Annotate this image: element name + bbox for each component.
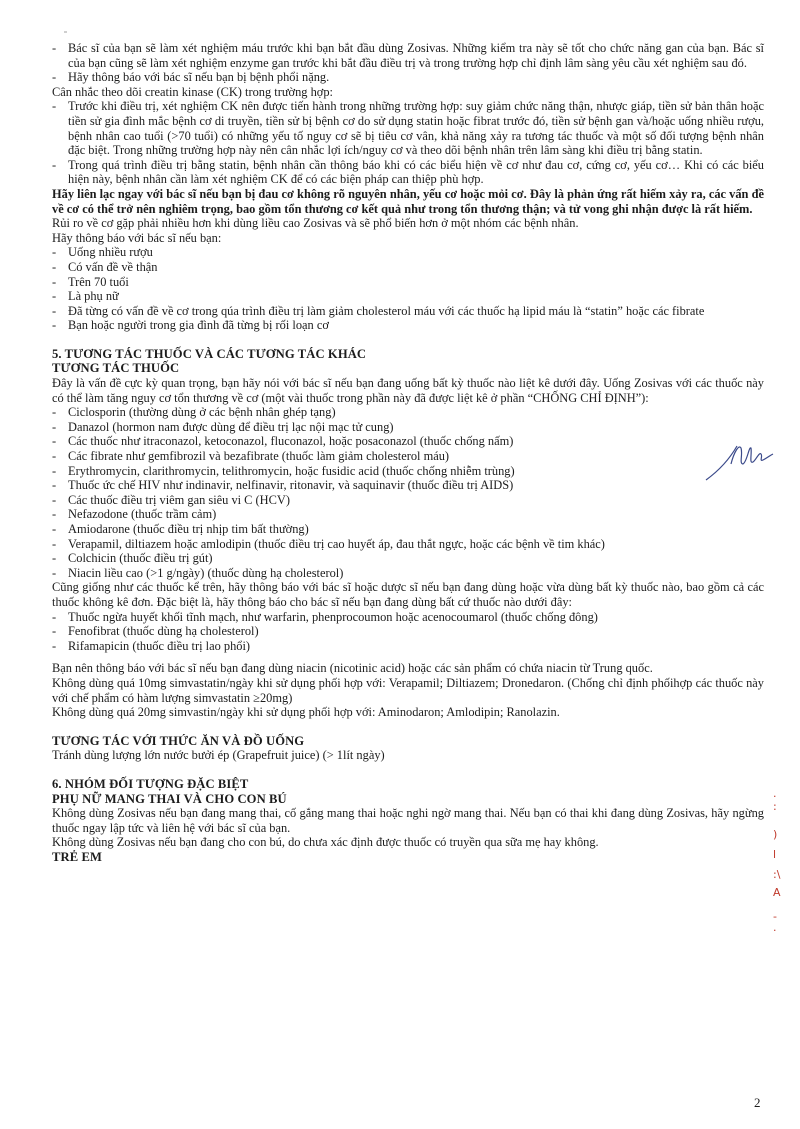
scan-speck — [64, 31, 67, 33]
paragraph: Không dùng quá 20mg simvastin/ngày khi sử dụng phối hợp với: Aminodaron; Amlodipin; Ranolazin. — [52, 705, 560, 720]
paragraph: Không dùng Zosivas nếu bạn đang cho con bú, do chưa xác định được thuốc có truyền qua sữa mẹ hay không. — [52, 835, 599, 850]
list-item: - Amiodarone (thuốc điều trị nhịp tim bất thường) — [52, 522, 764, 537]
spacer — [52, 653, 764, 661]
document-body — [52, 41, 764, 864]
paragraph: Cân nhắc theo dõi creatin kinase (CK) trong trường hợp: — [52, 84, 333, 99]
list-item: - Colchicin (thuốc điều trị gút) — [52, 551, 764, 566]
spacer — [52, 333, 764, 347]
section-heading: TƯƠNG TÁC THUỐC — [52, 361, 180, 376]
list-item: - Các thuốc như itraconazol, ketoconazol, fluconazol, hoặc posaconazol (thuốc chống nấm) — [52, 434, 764, 449]
list-item: - Nefazodone (thuốc trầm cảm) — [52, 507, 764, 522]
paragraph: Hãy thông báo với bác sĩ nếu bạn: — [52, 230, 222, 245]
list-item: - Trên 70 tuổi — [52, 275, 764, 290]
list-item: - Các fibrate như gemfibrozil và bezafibrate (thuốc làm giảm cholesterol máu) — [52, 449, 764, 464]
list-item: - Verapamil, diltiazem hoặc amlodipin (thuốc điều trị cao huyết áp, đau thắt ngực, hoặc các bệnh về tim khác) — [52, 537, 764, 552]
list-item: - Danazol (hormon nam được dùng để điều trị lạc nội mạc tử cung) — [52, 420, 764, 435]
paragraph: Cũng giống như các thuốc kể trên, hãy thông báo với bác sĩ hoặc dược sĩ nếu bạn đang dùng hoặc vừa dùng bất kỳ thuốc nào, bao gồm cả các thuốc không kê đơn. Đặc biệt là, hãy thông báo cho bác sĩ nếu bạn đang dùng bất cứ thuốc nào dưới đây: — [52, 580, 764, 609]
list-item: - Thuốc ngừa huyết khối tĩnh mạch, như warfarin, phenprocoumon hoặc acenocoumarol (thuốc chống đông) — [52, 610, 764, 625]
list-item: - Đã từng có vấn đề về cơ trong qúa trình điều trị làm giảm cholesterol máu với các thuốc hạ lipid máu là “statin” hoặc các fibrate — [52, 304, 764, 319]
list-item: - Trước khi điều trị, xét nghiệm CK nên được tiến hành trong những trường hợp: suy giảm chức năng thận, nhược giáp, tiền sử bản thân hoặc tiền sử gia đình mắc bệnh cơ di truyền, tiền sử bị bệnh cơ do sử dụng statin hoặc fibrat trước đó, tiền sử bệnh gan và/hoặc uống nhiều rượu, bệnh nhân cao tuổi (>70 tuổi) có những yếu tố nguy cơ sẽ bị tiêu cơ vân, khả năng xảy ra tương tác thuốc và một số đối tượng bệnh nhân đặc biệt. Trong những trường hợp này nên cân nhắc lợi ích/nguy cơ và theo dõi bệnh nhân trên lâm sàng khi điều trị bằng statin. — [52, 99, 764, 157]
spacer — [52, 720, 764, 734]
list-item: - Fenofibrat (thuốc dùng hạ cholesterol) — [52, 624, 764, 639]
list-item: - Thuốc ức chế HIV như indinavir, nelfinavir, ritonavir, và saquinavir (thuốc điều trị AIDS) — [52, 478, 764, 493]
list-item: - Bạn hoặc người trong gia đình đã từng bị rối loạn cơ — [52, 318, 764, 333]
paragraph: Bạn nên thông báo với bác sĩ nếu bạn đang dùng niacin (nicotinic acid) hoặc các sản phẩm có chứa niacin từ Trung quốc. — [52, 661, 653, 676]
list-item: - Là phụ nữ — [52, 289, 764, 304]
list-item: - Niacin liều cao (>1 g/ngày) (thuốc dùng hạ cholesterol) — [52, 566, 764, 581]
section-heading: TƯƠNG TÁC VỚI THỨC ĂN VÀ ĐỒ UỐNG — [52, 733, 305, 748]
paragraph: Đây là vấn đề cực kỳ quan trọng, bạn hãy nói với bác sĩ nếu bạn đang uống bất kỳ thuốc nào liệt kê dưới đây. Uống Zosivas với các thuốc này có thể làm tăng nguy cơ tổn thương về cơ (một vài thuốc trong phần này đã được liệt kê ở phần “CHỐNG CHỈ ĐỊNH”): — [52, 376, 764, 405]
section-heading: 6. NHÓM ĐỐI TƯỢNG ĐẶC BIỆT — [52, 776, 249, 791]
list-item: - Trong quá trình điều trị bằng statin, bệnh nhân cần thông báo khi có các biểu hiện về cơ như đau cơ, cứng cơ, yếu cơ… Khi có các biểu hiện này, bệnh nhân cần làm xét nghiệm CK để có các biện pháp can thiệp phù hợp. — [52, 158, 764, 187]
section-heading: PHỤ NỮ MANG THAI VÀ CHO CON BÚ — [52, 791, 287, 806]
list-item: - Ciclosporin (thường dùng ở các bệnh nhân ghép tạng) — [52, 405, 764, 420]
list-item: - Hãy thông báo với bác sĩ nếu bạn bị bệnh phổi nặng. — [52, 70, 764, 85]
section-heading: TRẺ EM — [52, 849, 102, 864]
list-item: - Rifamapicin (thuốc điều trị lao phổi) — [52, 639, 764, 654]
paragraph: Rủi ro về cơ gặp phải nhiều hơn khi dùng liều cao Zosivas và sẽ phổ biến hơn ở một nhóm các bệnh nhân. — [52, 216, 579, 231]
page-number: 2 — [754, 1095, 761, 1110]
list-item: - Uống nhiều rượu — [52, 245, 764, 260]
paragraph: Không dùng quá 10mg simvastatin/ngày khi sử dụng phối hợp với: Verapamil; Diltiazem; Dronedaron. (Chống chỉ định phốihợp các thuốc này với chế phẩm có hàm lượng simvastatin ≥20mg) — [52, 675, 764, 705]
warning-paragraph: Hãy liên lạc ngay với bác sĩ nếu bạn bị đau cơ không rõ nguyên nhân, yếu cơ hoặc mỏi cơ. Đây là phản ứng rất hiếm xảy ra, các vấn đề về cơ có thể trở nên nghiêm trọng, bao gồm tổn thương cơ kết quả như trong tổn thương thận; và tử vong ghi nhận được là rất hiếm. — [52, 186, 764, 216]
list-item: - Bác sĩ của bạn sẽ làm xét nghiệm máu trước khi bạn bắt đầu dùng Zosivas. Những kiểm tra này sẽ tốt cho chức năng gan của bạn. Bác sĩ của bạn cũng sẽ làm xét nghiệm enzyme gan trước khi bắt đầu điều trị và trong trường hợp chỉ định lâm sàng yêu cầu xét nghiệm sau đó. — [52, 41, 764, 70]
section-heading: 5. TƯƠNG TÁC THUỐC VÀ CÁC TƯƠNG TÁC KHÁC — [52, 346, 367, 361]
list-item: - Các thuốc điều trị viêm gan siêu vi C (HCV) — [52, 493, 764, 508]
paragraph: Tránh dùng lượng lớn nước bưởi ép (Grapefruit juice) (> 1lít ngày) — [52, 748, 385, 763]
red-stamp-fragment: · : ) l :\ A - · — [773, 790, 781, 937]
handwritten-signature-icon — [703, 438, 777, 482]
paragraph: Không dùng Zosivas nếu bạn đang mang thai, cố gắng mang thai hoặc nghi ngờ mang thai. Nếu bạn có thai khi đang dùng Zosivas, hãy ngừng thuốc ngay lập tức và liên hệ với bác sĩ của bạn. — [52, 806, 764, 835]
spacer — [52, 763, 764, 777]
list-item: - Erythromycin, clarithromycin, telithromycin, hoặc fusidic acid (thuốc chống nhiễm trùng) — [52, 464, 764, 479]
list-item: - Có vấn đề về thận — [52, 260, 764, 275]
